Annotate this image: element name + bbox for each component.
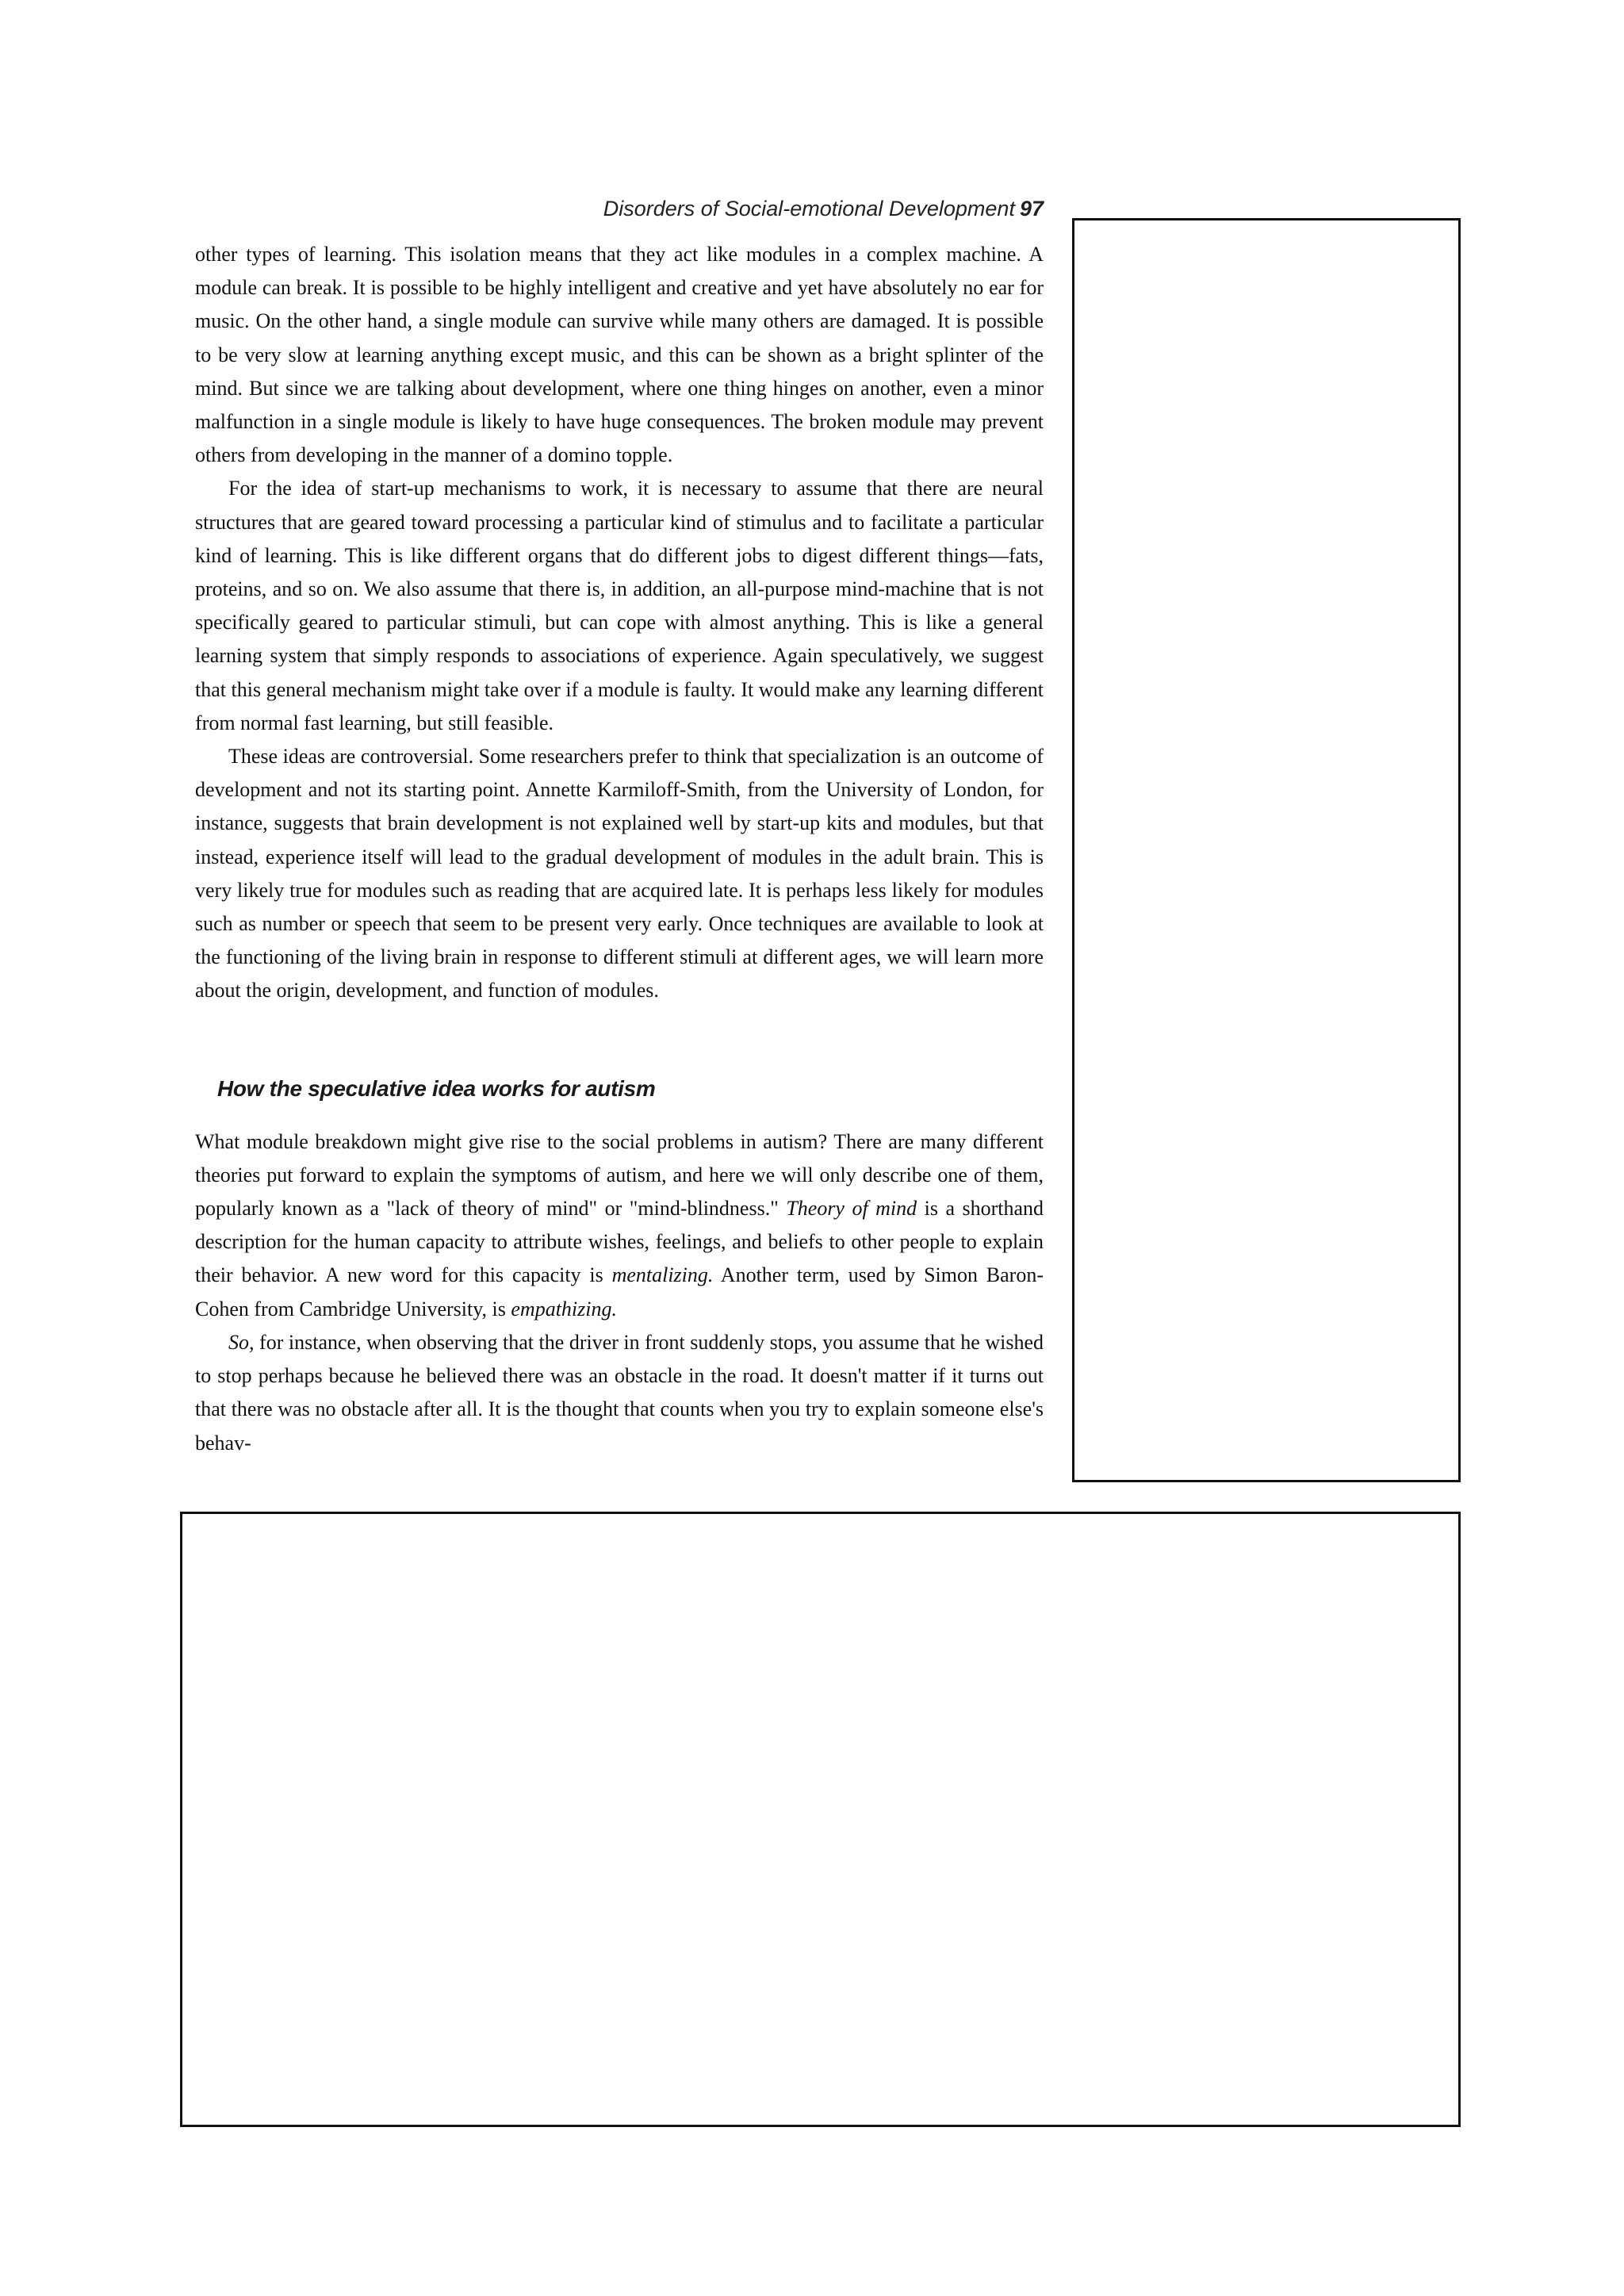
sidebar-figure-frame [1072, 218, 1461, 1482]
body-text-column [195, 238, 1044, 1460]
paragraph-theory-of-mind [195, 1125, 1044, 1326]
section-heading: How the speculative idea works for autism [217, 1075, 656, 1101]
running-title: Disorders of Social-emotional Development [603, 197, 1015, 220]
driver-example-text: for instance, when observing that the driver in front suddenly stops, you assume that he wished to stop perhaps because he believed there was an obstacle in the road. It doesn't matter if it turns out that there was no obstacle after all. It is the thought that counts when you try to explain someone else's behav- [195, 1330, 1044, 1455]
paragraph-controversial-ideas: These ideas are controversial. Some researchers prefer to think that specialization is an outcome of development and not its starting point. Annette Karmiloff-Smith, from the University of London, for instance, suggests that brain development is not explained well by start-up kits and modules, but that instead, experience itself will lead to the gradual development of modules in the adult brain. This is very likely true for modules such as reading that are acquired late. It is perhaps less likely for modules such as number or speech that seem to be present very early. Once techniques are available to look at the functioning of the living brain in response to different stimuli at different ages, we will learn more about the origin, development, and function of modules. [195, 745, 1044, 1002]
bottom-figure-frame [180, 1512, 1461, 2127]
theory-of-mind-intro: What module breakdown might give rise to the social problems in autism? There are many different theories put forward to explain the symptoms of autism, and here we will only describe one of them, popularly known as a "lack of theory of mind" or "mind-blindness." [195, 1129, 1044, 1221]
empathizing-intro: Another term, used by Simon Baron-Cohen from Cambridge University, is [195, 1263, 1044, 1320]
term-theory-of-mind: Theory of mind [786, 1197, 917, 1221]
paragraph-driver-example [195, 1326, 1044, 1460]
term-empathizing: empathizing. [511, 1297, 617, 1320]
paragraph-start-up-mechanisms: For the idea of start-up mechanisms to work, it is necessary to assume that there are neural structures that are geared toward processing a particular kind of stimulus and to facilitate a particular kind of learning. This is like different organs that do different jobs to digest different things—fats, proteins, and so on. We also assume that there is, in addition, an all-purpose mind-machine that is not specifically geared to particular stimuli, but can cope with almost anything. This is like a general learning system that simply responds to associations of experience. Again speculatively, we suggest that this general mechanism might take over if a module is faulty. It would make any learning different from normal fast learning, but still feasible. [195, 477, 1044, 734]
paragraph-lead-word: So, [228, 1330, 255, 1354]
running-header [195, 195, 1044, 222]
term-mentalizing: mentalizing. [611, 1263, 714, 1287]
paragraph-modules: other types of learning. This isolation means that they act like modules in a complex machine. A module can break. It is possible to be highly intelligent and creative and yet have absolutely no ear for music. On the other hand, a single module can survive while many others are damaged. It is possible to be very slow at learning anything except music, and this can be shown as a bright splinter of the mind. But since we are talking about development, where one thing hinges on another, even a minor malfunction in a single module is likely to have huge consequences. The broken module may prevent others from developing in the manner of a domino topple. [195, 243, 1044, 467]
theory-of-mind-definition: is a shorthand description for the human capacity to attribute wishes, feelings, and beliefs to other people to explain their behavior. A new word for this capacity is [195, 1197, 1044, 1287]
page-number: 97 [1019, 197, 1044, 220]
